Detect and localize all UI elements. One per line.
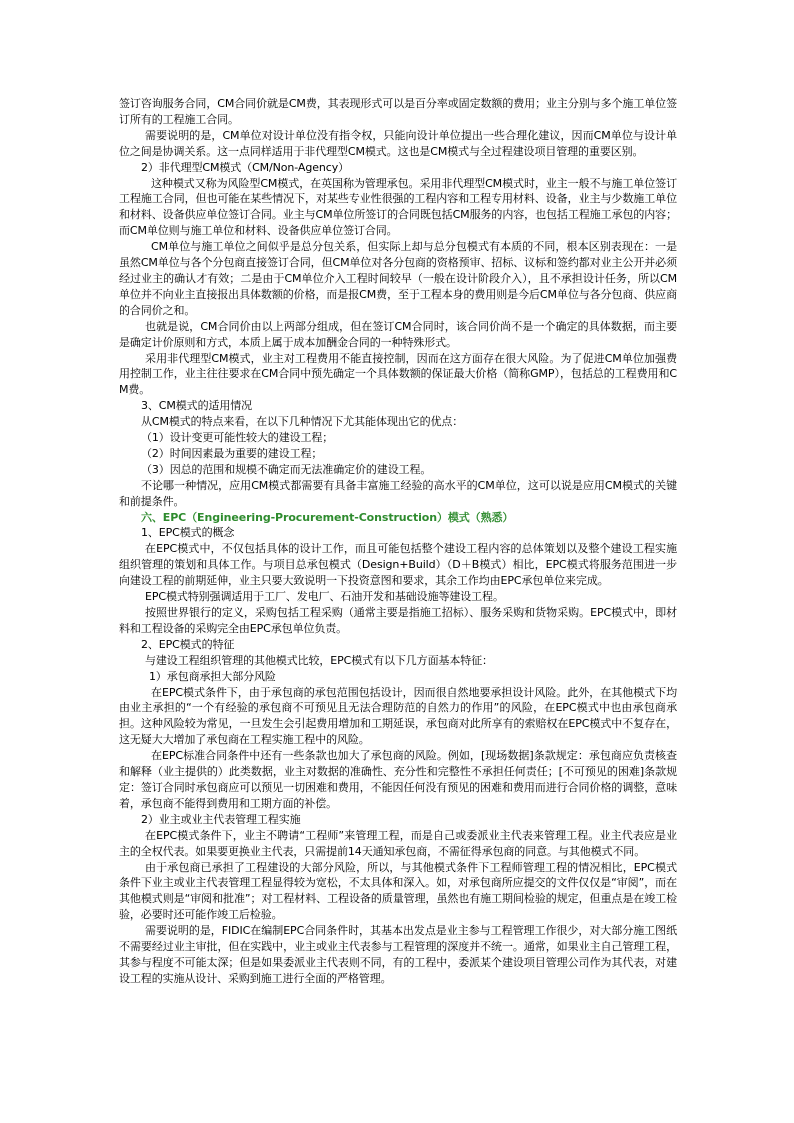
list-item-2: （2）时间因素最为重要的建设工程； xyxy=(141,446,323,460)
heading-owner-management: 2）业主或业主代表管理工程实施 xyxy=(141,812,301,826)
paragraph-cm-price: 也就是说，CM合同价由以上两部分组成，但在签订CM合同时，该合同价尚不是一个确定的具体数据，而主要是确定计价原则和方式，本质上属于成本加酬金合同的一种特殊形式。 xyxy=(119,319,677,349)
paragraph-epc-application: EPC模式特别强调适用于工厂、发电厂、石油开发和基础设施等建设工程。 xyxy=(145,590,504,604)
paragraph-gmp: 采用非代理型CM模式，业主对工程费用不能直接控制，因而在这方面存在很大风险。为了促进CM单位加强费用控制工作，业主往往要求在CM合同中预先确定一个具体数额的保证最大价格（简称GMP），包括总的工程费用和CM费。 xyxy=(119,351,677,397)
heading-non-agency-cm: 2）非代理型CM模式（CM/Non-Agency） xyxy=(141,160,350,174)
list-item-3: （3）因总的范围和规模不确定而无法准确定价的建设工程。 xyxy=(141,462,432,476)
paragraph-contractor-risk: 在EPC模式条件下，由于承包商的承包范围包括设计，因而很自然地要承担设计风险。此外，在其他模式下均由业主承担的“一个有经验的承包商不可预见且无法合理防范的自然力的作用”的风险，在EPC模式中也由承包商承担。这种风险较为常见，一旦发生会引起费用增加和工期延误，承包商对此所享有的索赔权在EPC模式中不复存在，这无疑大大增加了承包商在工程实施工程中的风险。 xyxy=(119,685,677,747)
paragraph-world-bank: 按照世界银行的定义，采购包括工程采购（通常主要是指施工招标）、服务采购和货物采购。EPC模式中，即材料和工程设备的采购完全由EPC承包单位负责。 xyxy=(119,606,677,635)
paragraph-fidic-note: 需要说明的是，FIDIC在编制EPC合同条件时，其基本出发点是业主参与工程管理工作很少，对大部分施工图纸不需要经过业主审批，但在实践中，业主或业主代表参与工程管理的深度并不统一。通常，如果业主自己管理工程，其参与程度不可能太深；但是如果委派业主代表则不同，有的工程中，委派某个建设项目管理公司作为其代表，对建设工程的实施从设计、采购到施工进行全面的严格管理。 xyxy=(119,924,677,985)
section-heading-epc: 六、EPC（Engineering-Procurement-Construction）模式（熟悉） xyxy=(141,510,514,524)
paragraph-risk-cm: 这种模式又称为风险型CM模式，在英国称为管理承包。采用非代理型CM模式时，业主一般不与施工单位签订工程施工合同，但也可能在某些情况下，对某些专业性很强的工程内容和工程专用材料、设备，业主与少数施工单位和材料、设备供应单位签订合同。业主与CM单位所签订的合同既包括CM服务的内容，也包括工程施工承包的内容；而CM单位则与施工单位和材料、设备供应单位签订合同。 xyxy=(119,176,677,238)
document-page xyxy=(119,96,677,987)
heading-cm-applicability: 3、CM模式的适用情况 xyxy=(141,399,253,413)
heading-contractor-risk: 1）承包商承担大部分风险 xyxy=(149,669,276,683)
list-item-1: （1）设计变更可能性较大的建设工程； xyxy=(141,431,334,445)
paragraph-owner-management-loose: 由于承包商已承担了工程建设的大部分风险，所以，与其他模式条件下工程师管理工程的情况相比，EPC模式条件下业主或业主代表管理工程显得较为宽松，不太具体和深入。如，对承包商所应提交的文件仅仅是“审阅”，而在其他模式则是“审阅和批准”；对工程材料、工程设备的质量管理，虽然也有施工期间检验的规定，但重点是在竣工检验，必要时还可能作竣工后检验。 xyxy=(119,860,677,922)
heading-epc-features: 2、EPC模式的特征 xyxy=(141,637,235,651)
heading-epc-concept: 1、EPC模式的概念 xyxy=(141,526,235,540)
paragraph-owner-representative: 在EPC模式条件下，业主不聘请“工程师”来管理工程，而是自己或委派业主代表来管理工程。业主代表应是业主的全权代表。如果要更换业主代表，只需提前14天通知承包商，不需征得承包商的同意。与其他模式不同。 xyxy=(119,828,677,858)
paragraph-cm-design-relation: 需要说明的是，CM单位对设计单位没有指令权，只能向设计单位提出一些合理化建议，因而CM单位与设计单位之间是协调关系。这一点同样适用于非代理型CM模式。这也是CM模式与全过程建设项目管理的重要区别。 xyxy=(119,128,677,158)
paragraph-cm-key-condition: 不论哪一种情况，应用CM模式都需要有具备丰富施工经验的高水平的CM单位，这可以说是应用CM模式的关键和前提条件。 xyxy=(119,478,677,508)
paragraph-epc-clauses: 在EPC标准合同条件中还有一些条款也加大了承包商的风险。例如，[现场数据]条款规定：承包商应负责核查和解释（业主提供的）此类数据，业主对数据的准确性、充分性和完整性不承担任何责任；[不可预见的困难]条款规定：签订合同时承包商应可以预见一切困难和费用，不能因任何没有预见的困难和费用而进行合同价格的调整，意味着，承包商不能得到费用和工期方面的补偿。 xyxy=(119,749,677,810)
paragraph-epc-concept: 在EPC模式中，不仅包括具体的设计工作，而且可能包括整个建设工程内容的总体策划以及整个建设工程实施组织管理的策划和具体工作。与项目总承包模式（Design+Build）（D＋B模式）相比，EPC模式将服务范围进一步向建设工程的前期延伸，业主只要大致说明一下投资意图和要求，其余工作均由EPC承包单位来完成。 xyxy=(119,542,677,588)
paragraph-epc-features-intro: 与建设工程组织管理的其他模式比较，EPC模式有以下几方面基本特征： xyxy=(145,653,493,667)
paragraph-cm-vs-subcontract: CM单位与施工单位之间似乎是总分包关系，但实际上却与总分包模式有本质的不同，根本区别表现在：一是虽然CM单位与各个分包商直接签订合同，但CM单位对各分包商的资格预审、招标、议标和签约都对业主公开并必须经过业主的确认才有效；二是由于CM单位介入工程时间较早（一般在设计阶段介入），且不承担设计任务，所以CM单位并不向业主直接报出具体数额的价格，而是报CM费，至于工程本身的费用则是今后CM单位与各分包商、供应商的合同价之和。 xyxy=(119,240,677,317)
paragraph-cm-advantages: 从CM模式的特点来看，在以下几种情况下尤其能体现出它的优点： xyxy=(141,415,464,429)
paragraph-cm-contract: 签订咨询服务合同，CM合同价就是CM费，其表现形式可以是百分率或固定数额的费用；业主分别与多个施工单位签订所有的工程施工合同。 xyxy=(119,97,677,126)
